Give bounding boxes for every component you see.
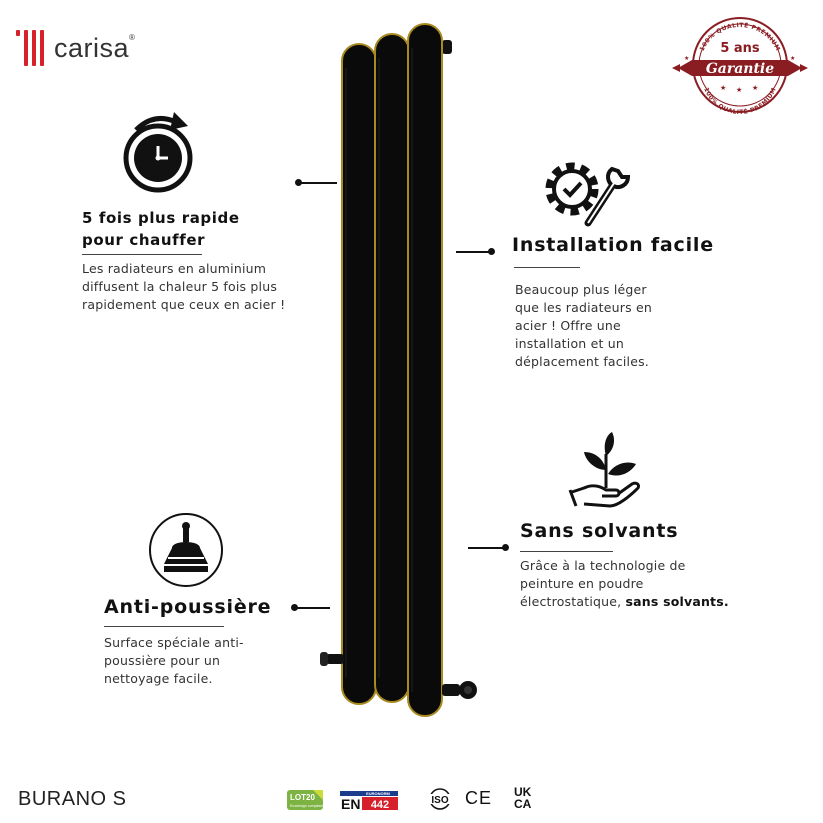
install-text-line1: Beaucoup plus léger [515,282,647,297]
install-text-line2: que les radiateurs en [515,300,652,315]
badge-label: Garantie [705,61,775,77]
speed-text-line2: diffusent la chaleur 5 fois plus [82,279,278,294]
svg-text:ISO: ISO [431,795,449,806]
badge-bottom-text: 100% QUALITÉ PREMIUM [702,86,778,117]
install-text-line4: installation et un [515,336,625,351]
solvent-title: Sans solvants [520,520,679,542]
svg-text:★: ★ [684,55,690,62]
install-title: Installation facile [512,234,714,256]
warranty-badge [670,10,810,120]
solvent-pointer-line [468,547,504,549]
dust-text-line3: nettoyage facile. [104,671,213,686]
svg-text:442: 442 [370,799,390,811]
gear-wrench-icon [542,155,634,231]
product-name: BURANO S [18,788,127,810]
radiator-product-image [318,18,488,718]
brand-logo [16,26,166,70]
en442-logo [340,787,400,811]
dust-text-line2: poussière pour un [104,653,221,668]
svg-text:EURONORM: EURONORM [366,791,390,796]
dust-title: Anti-poussière [104,596,272,618]
install-text-line5: déplacement faciles. [515,354,649,369]
install-pointer-line [456,251,492,253]
solvent-text-bold: sans solvants. [625,594,729,609]
speed-divider [82,254,202,255]
svg-text:★: ★ [790,55,796,62]
svg-text:LOT20: LOT20 [290,793,315,802]
solvent-text-line1: Grâce à la technologie de [520,558,686,573]
logo-mark-icon [16,30,44,66]
speed-text-line3: rapidement que ceux en acier ! [82,297,286,312]
ukca-mark [514,786,531,810]
solvent-text-line3: électrostatique, sans solvants. [520,594,729,609]
iso-logo [426,788,454,810]
badge-top-text: 100% QUALITÉ PREMIUM [698,21,782,53]
badge-years: 5 ans [720,41,760,56]
speed-text-line1: Les radiateurs en aluminium [82,261,267,276]
ukca-bottom: CA [514,797,532,811]
svg-text:★: ★ [720,84,727,92]
clock-arrow-icon [118,108,198,198]
speed-pointer-line [300,182,337,184]
svg-text:★: ★ [736,86,743,94]
svg-text:Ecodesign compliant: Ecodesign compliant [290,804,323,808]
speed-title-line2: pour chauffer [82,231,206,249]
ce-mark: CE [465,788,493,808]
duster-icon [148,512,224,588]
solvent-pointer-dot [502,544,509,551]
svg-text:EN: EN [341,796,361,811]
brand-name: carisa® [54,32,136,63]
dust-divider [104,626,224,627]
ukca-top: UK [514,785,532,799]
speed-title-line1: 5 fois plus rapide [82,209,240,227]
dust-text-line1: Surface spéciale anti- [104,635,244,650]
install-text-line3: acier ! Offre une [515,318,621,333]
lot20-logo [287,790,323,810]
solvent-text-line2: peinture en poudre [520,576,644,591]
svg-text:★: ★ [752,84,759,92]
dust-pointer-line [296,607,330,609]
install-divider [514,267,580,268]
solvent-divider [520,551,613,552]
plant-hand-icon [568,430,644,510]
